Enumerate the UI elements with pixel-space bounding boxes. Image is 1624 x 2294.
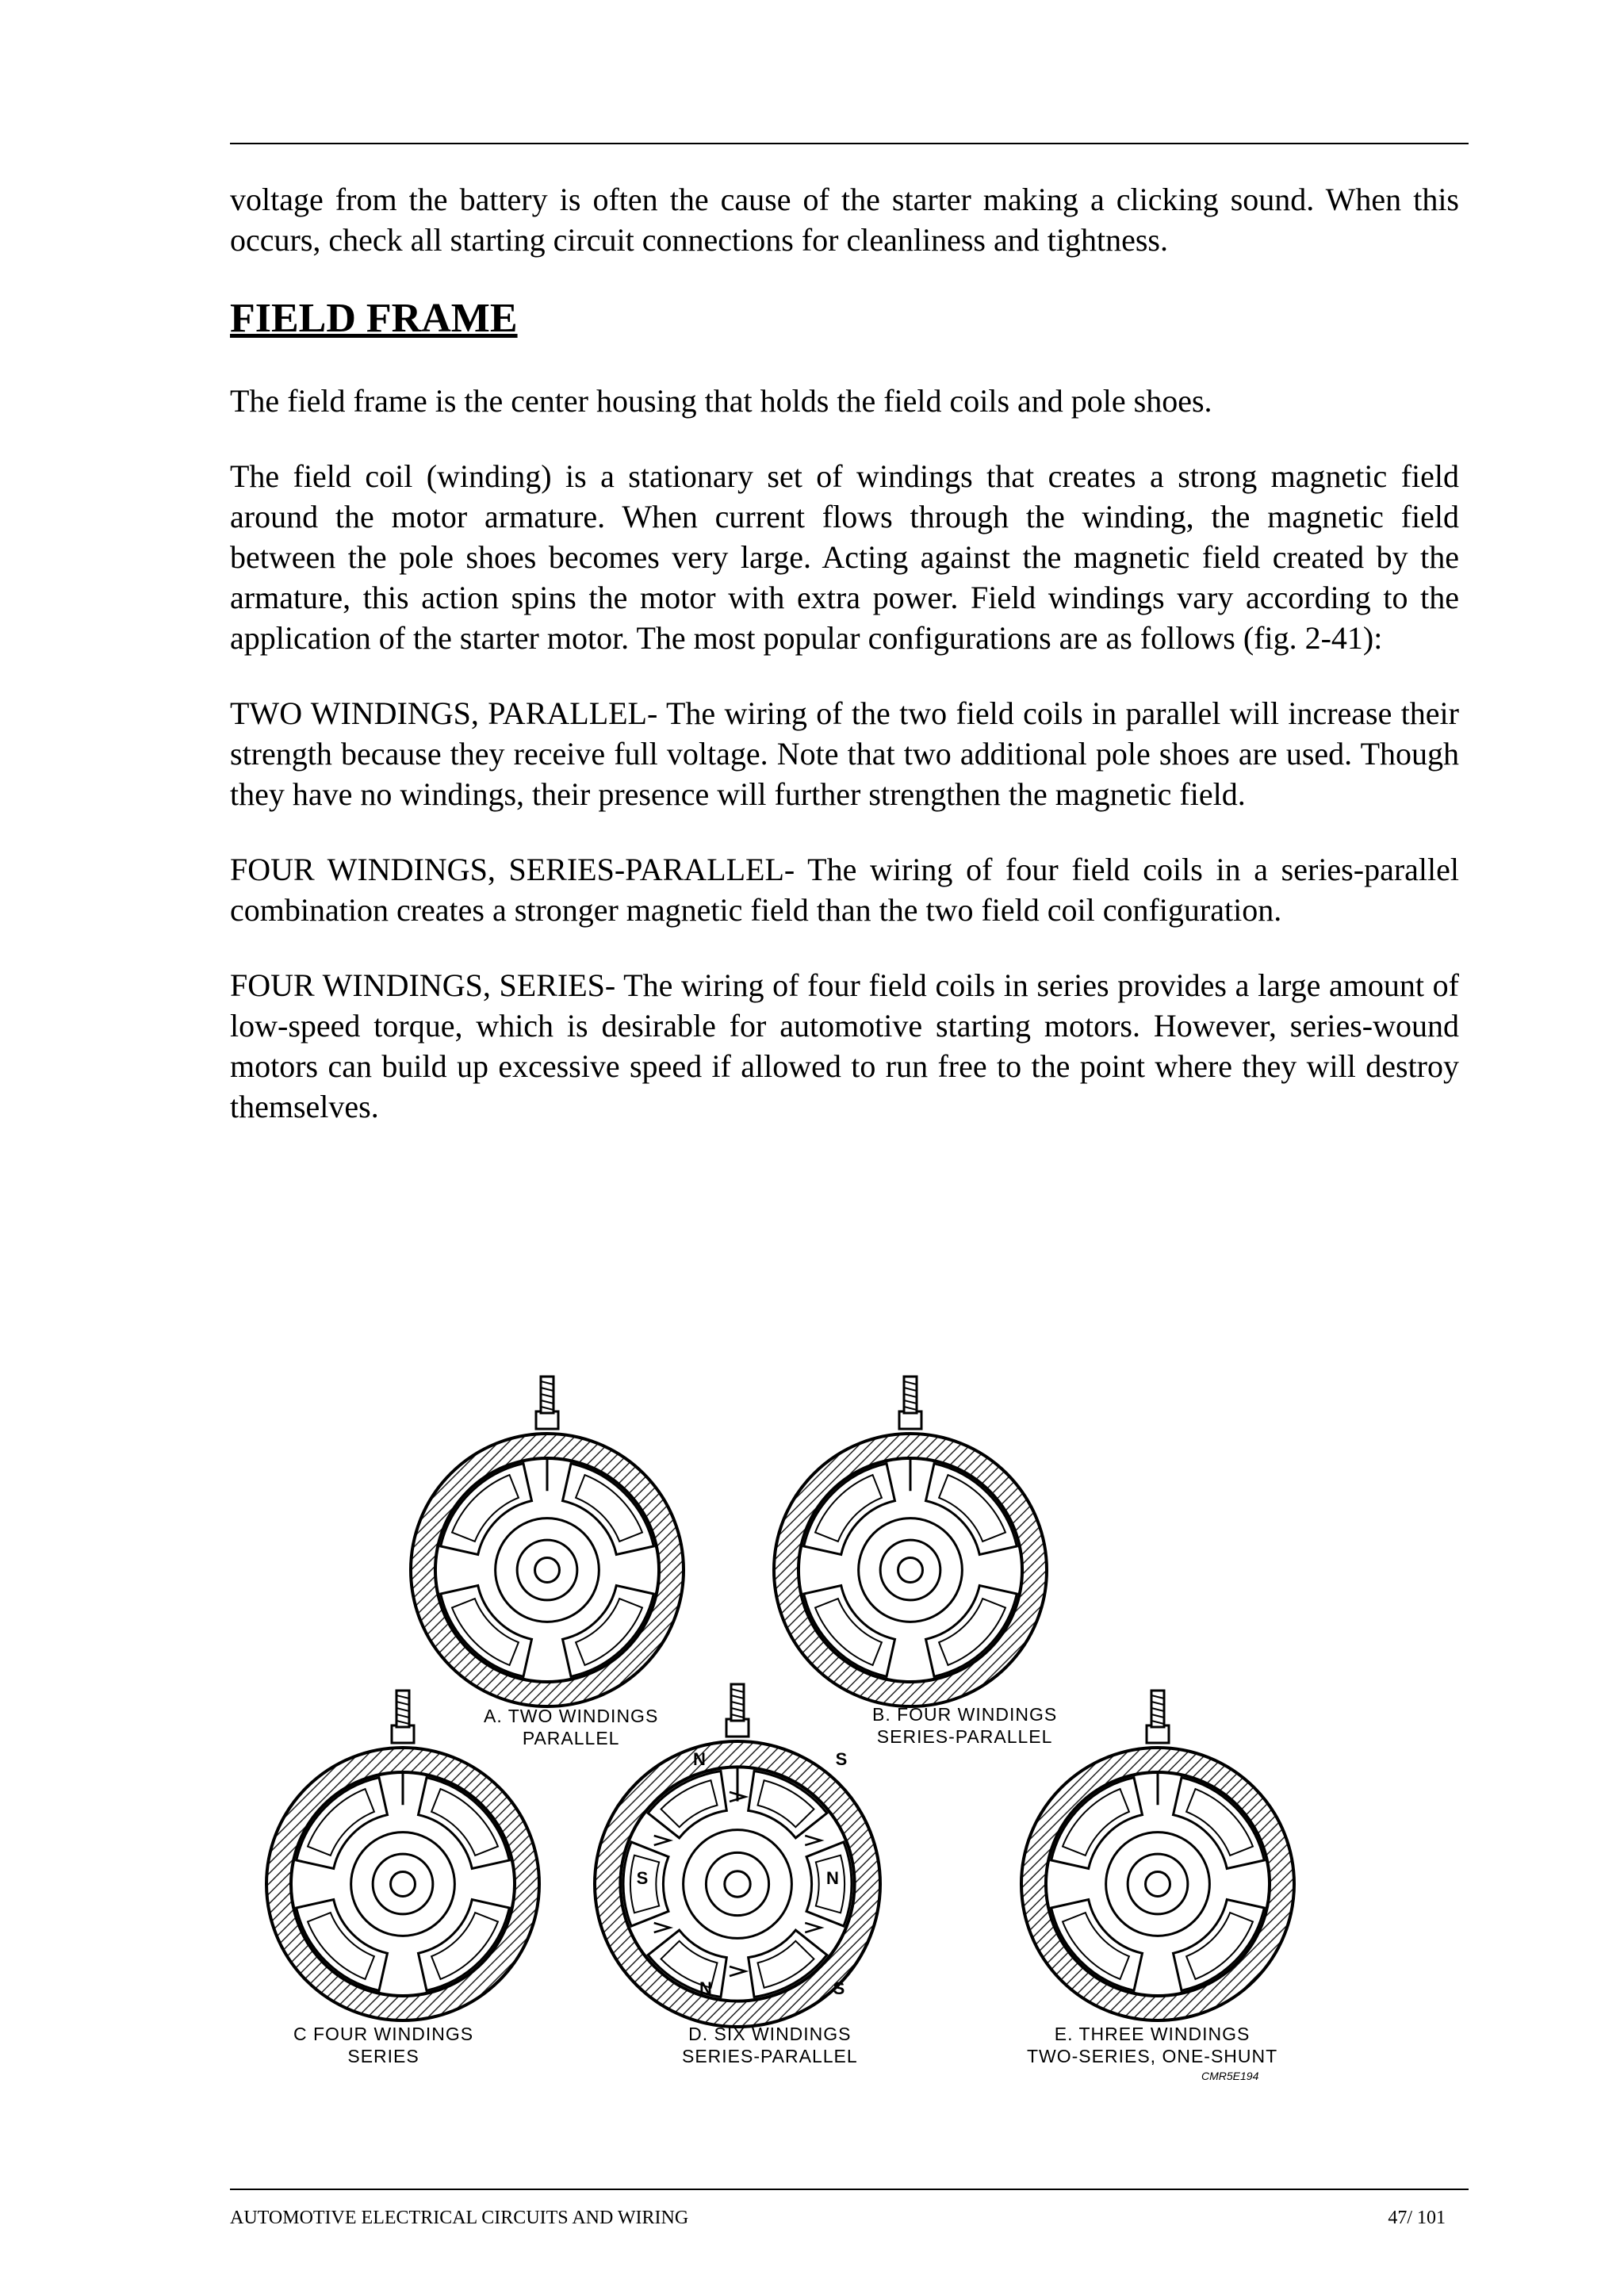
paragraph-two-windings: TWO WINDINGS, PARALLEL- The wiring of the two field coils in parallel will increase their strength because they receive full voltage. Note that two additional pole shoes are used. Though they have no windings, their presence will further strengthen the magnetic field. [230,695,1459,812]
page-number: 47/ 101 [1388,2208,1446,2228]
label-c: C FOUR WINDINGS SERIES [293,2024,474,2066]
label-b: B. FOUR WINDINGS SERIES-PARALLEL [872,1704,1058,1747]
footer-rule [230,2189,1469,2190]
section-heading: FIELD FRAME [230,296,518,341]
pole-letter-s: S [835,1749,848,1769]
armature-shaft [1146,1872,1170,1897]
motor-a [411,1377,684,1706]
field-windings-diagram [230,1316,1340,2109]
armature-shaft [535,1558,560,1583]
paragraph-field-frame: The field frame is the center housing that holds the field coils and pole shoes. [230,383,1212,419]
pole-letter-n: N [699,1978,712,1998]
paragraph-field-coil: The field coil (winding) is a stationary set of windings that creates a strong magnetic field around the motor armature. When current flows through the winding, the magnetic field between the pole shoes becomes very large. Acting against the magnetic field created by the armature, this action spins the motor with extra power. Field windings vary according to the application of the starter motor. The most popular configurations are as follows (fig. 2-41): [230,458,1459,656]
label-d: D. SIX WINDINGS SERIES-PARALLEL [682,2024,858,2066]
page-body [230,179,1459,1162]
motor-e [1021,1691,1294,2020]
armature-shaft [725,1871,750,1897]
armature-shaft [391,1872,416,1897]
pole-letter-n: N [693,1749,706,1769]
label-e: E. THREE WINDINGS TWO-SERIES, ONE-SHUNT [1027,2024,1278,2066]
paragraph-four-series-parallel: FOUR WINDINGS, SERIES-PARALLEL- The wiring of four field coils in a series-parallel combination creates a stronger magnetic field than the two field coil configuration. [230,852,1459,928]
paragraph-intro: voltage from the battery is often the cause of the starter making a clicking sound. When this occurs, check all starting circuit connections for cleanliness and tightness. [230,182,1459,258]
label-a: A. TWO WINDINGS PARALLEL [484,1706,659,1748]
figure-code: CMR5E194 [1201,2070,1259,2082]
footer-title: AUTOMOTIVE ELECTRICAL CIRCUITS AND WIRING [230,2208,689,2228]
pole-letter-n: N [826,1868,839,1888]
pole-letter-s: S [833,1978,845,1998]
field-windings-figure [230,1316,1340,2109]
header-rule [230,143,1469,144]
pole-letter-s: S [636,1868,649,1888]
motor-b [774,1377,1047,1706]
paragraph-four-series: FOUR WINDINGS, SERIES- The wiring of four field coils in series provides a large amount of low-speed torque, which is desirable for automotive starting motors. However, series-wound motors can build up excessive speed if allowed to run free to the point where they will destroy themselves. [230,967,1459,1124]
armature-shaft [898,1558,923,1583]
